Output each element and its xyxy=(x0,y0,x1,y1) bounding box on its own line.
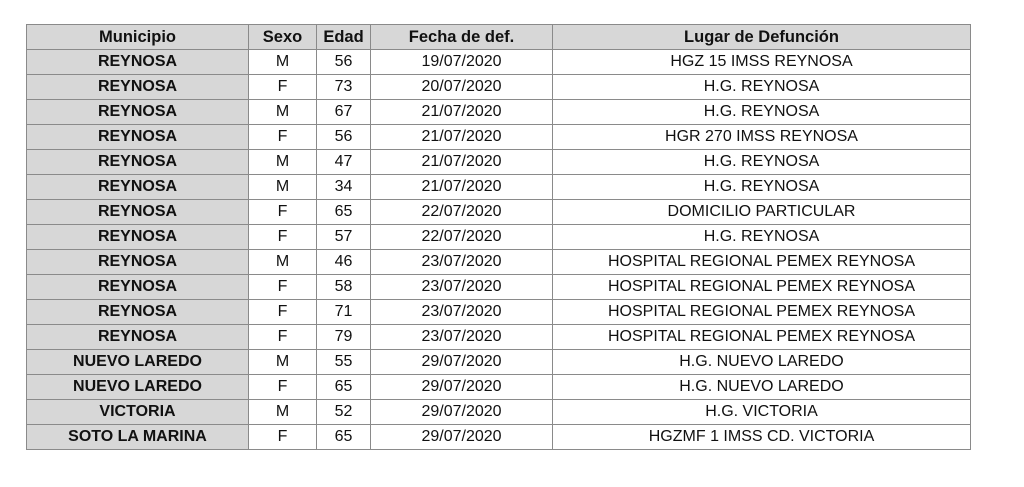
cell-edad: 65 xyxy=(317,200,371,225)
cell-lugar: H.G. REYNOSA xyxy=(553,100,971,125)
cell-municipio: NUEVO LAREDO xyxy=(27,375,249,400)
cell-sexo: F xyxy=(249,325,317,350)
table-row xyxy=(27,100,971,125)
cell-sexo: F xyxy=(249,225,317,250)
cell-lugar: HGZ 15 IMSS REYNOSA xyxy=(553,50,971,75)
table-row xyxy=(27,325,971,350)
table-body xyxy=(27,50,971,450)
cell-municipio: REYNOSA xyxy=(27,200,249,225)
cell-municipio: REYNOSA xyxy=(27,250,249,275)
cell-municipio: REYNOSA xyxy=(27,175,249,200)
cell-edad: 58 xyxy=(317,275,371,300)
cell-lugar: HGR 270 IMSS REYNOSA xyxy=(553,125,971,150)
table-row xyxy=(27,300,971,325)
cell-municipio: VICTORIA xyxy=(27,400,249,425)
header-row xyxy=(27,25,971,50)
cell-municipio: REYNOSA xyxy=(27,50,249,75)
cell-municipio: REYNOSA xyxy=(27,75,249,100)
cell-edad: 65 xyxy=(317,375,371,400)
cell-lugar: H.G. NUEVO LAREDO xyxy=(553,375,971,400)
table-row xyxy=(27,75,971,100)
cell-municipio: NUEVO LAREDO xyxy=(27,350,249,375)
cell-edad: 47 xyxy=(317,150,371,175)
cell-municipio: REYNOSA xyxy=(27,150,249,175)
cell-municipio: REYNOSA xyxy=(27,225,249,250)
cell-edad: 79 xyxy=(317,325,371,350)
cell-edad: 73 xyxy=(317,75,371,100)
cell-edad: 71 xyxy=(317,300,371,325)
cell-sexo: F xyxy=(249,125,317,150)
cell-edad: 46 xyxy=(317,250,371,275)
cell-sexo: M xyxy=(249,250,317,275)
cell-edad: 34 xyxy=(317,175,371,200)
table-row xyxy=(27,425,971,450)
cell-sexo: M xyxy=(249,400,317,425)
cell-sexo: F xyxy=(249,300,317,325)
table-row xyxy=(27,350,971,375)
table-row xyxy=(27,50,971,75)
cell-lugar: H.G. VICTORIA xyxy=(553,400,971,425)
cell-fecha: 29/07/2020 xyxy=(371,350,553,375)
deaths-table xyxy=(26,24,971,450)
cell-edad: 55 xyxy=(317,350,371,375)
table-row xyxy=(27,175,971,200)
cell-edad: 56 xyxy=(317,125,371,150)
table-row xyxy=(27,375,971,400)
cell-municipio: SOTO LA MARINA xyxy=(27,425,249,450)
table-row xyxy=(27,125,971,150)
cell-municipio: REYNOSA xyxy=(27,125,249,150)
cell-lugar: HOSPITAL REGIONAL PEMEX REYNOSA xyxy=(553,250,971,275)
cell-fecha: 22/07/2020 xyxy=(371,225,553,250)
cell-edad: 56 xyxy=(317,50,371,75)
cell-sexo: M xyxy=(249,50,317,75)
cell-fecha: 22/07/2020 xyxy=(371,200,553,225)
cell-lugar: HOSPITAL REGIONAL PEMEX REYNOSA xyxy=(553,300,971,325)
table-row xyxy=(27,150,971,175)
cell-lugar: HOSPITAL REGIONAL PEMEX REYNOSA xyxy=(553,325,971,350)
cell-sexo: F xyxy=(249,200,317,225)
cell-sexo: F xyxy=(249,375,317,400)
cell-sexo: M xyxy=(249,350,317,375)
cell-lugar: DOMICILIO PARTICULAR xyxy=(553,200,971,225)
table-row xyxy=(27,200,971,225)
cell-municipio: REYNOSA xyxy=(27,300,249,325)
header-lugar: Lugar de Defunción xyxy=(553,25,971,50)
cell-fecha: 23/07/2020 xyxy=(371,275,553,300)
table-row xyxy=(27,250,971,275)
cell-lugar: HOSPITAL REGIONAL PEMEX REYNOSA xyxy=(553,275,971,300)
deaths-table-container xyxy=(26,24,971,450)
cell-municipio: REYNOSA xyxy=(27,325,249,350)
cell-edad: 57 xyxy=(317,225,371,250)
cell-fecha: 20/07/2020 xyxy=(371,75,553,100)
cell-fecha: 21/07/2020 xyxy=(371,150,553,175)
cell-sexo: M xyxy=(249,175,317,200)
cell-sexo: M xyxy=(249,100,317,125)
cell-fecha: 23/07/2020 xyxy=(371,300,553,325)
table-row xyxy=(27,400,971,425)
cell-sexo: F xyxy=(249,425,317,450)
header-fecha: Fecha de def. xyxy=(371,25,553,50)
cell-lugar: H.G. NUEVO LAREDO xyxy=(553,350,971,375)
cell-fecha: 21/07/2020 xyxy=(371,125,553,150)
cell-edad: 65 xyxy=(317,425,371,450)
cell-fecha: 29/07/2020 xyxy=(371,425,553,450)
table-row xyxy=(27,275,971,300)
cell-edad: 67 xyxy=(317,100,371,125)
header-sexo: Sexo xyxy=(249,25,317,50)
cell-lugar: H.G. REYNOSA xyxy=(553,175,971,200)
table-header xyxy=(27,25,971,50)
cell-lugar: H.G. REYNOSA xyxy=(553,225,971,250)
cell-fecha: 29/07/2020 xyxy=(371,400,553,425)
cell-lugar: H.G. REYNOSA xyxy=(553,75,971,100)
cell-fecha: 23/07/2020 xyxy=(371,250,553,275)
cell-sexo: F xyxy=(249,75,317,100)
cell-fecha: 19/07/2020 xyxy=(371,50,553,75)
header-edad: Edad xyxy=(317,25,371,50)
cell-municipio: REYNOSA xyxy=(27,275,249,300)
cell-sexo: F xyxy=(249,275,317,300)
header-municipio: Municipio xyxy=(27,25,249,50)
cell-municipio: REYNOSA xyxy=(27,100,249,125)
cell-fecha: 23/07/2020 xyxy=(371,325,553,350)
cell-lugar: H.G. REYNOSA xyxy=(553,150,971,175)
cell-fecha: 21/07/2020 xyxy=(371,175,553,200)
table-row xyxy=(27,225,971,250)
cell-fecha: 29/07/2020 xyxy=(371,375,553,400)
cell-edad: 52 xyxy=(317,400,371,425)
cell-fecha: 21/07/2020 xyxy=(371,100,553,125)
cell-sexo: M xyxy=(249,150,317,175)
cell-lugar: HGZMF 1 IMSS CD. VICTORIA xyxy=(553,425,971,450)
